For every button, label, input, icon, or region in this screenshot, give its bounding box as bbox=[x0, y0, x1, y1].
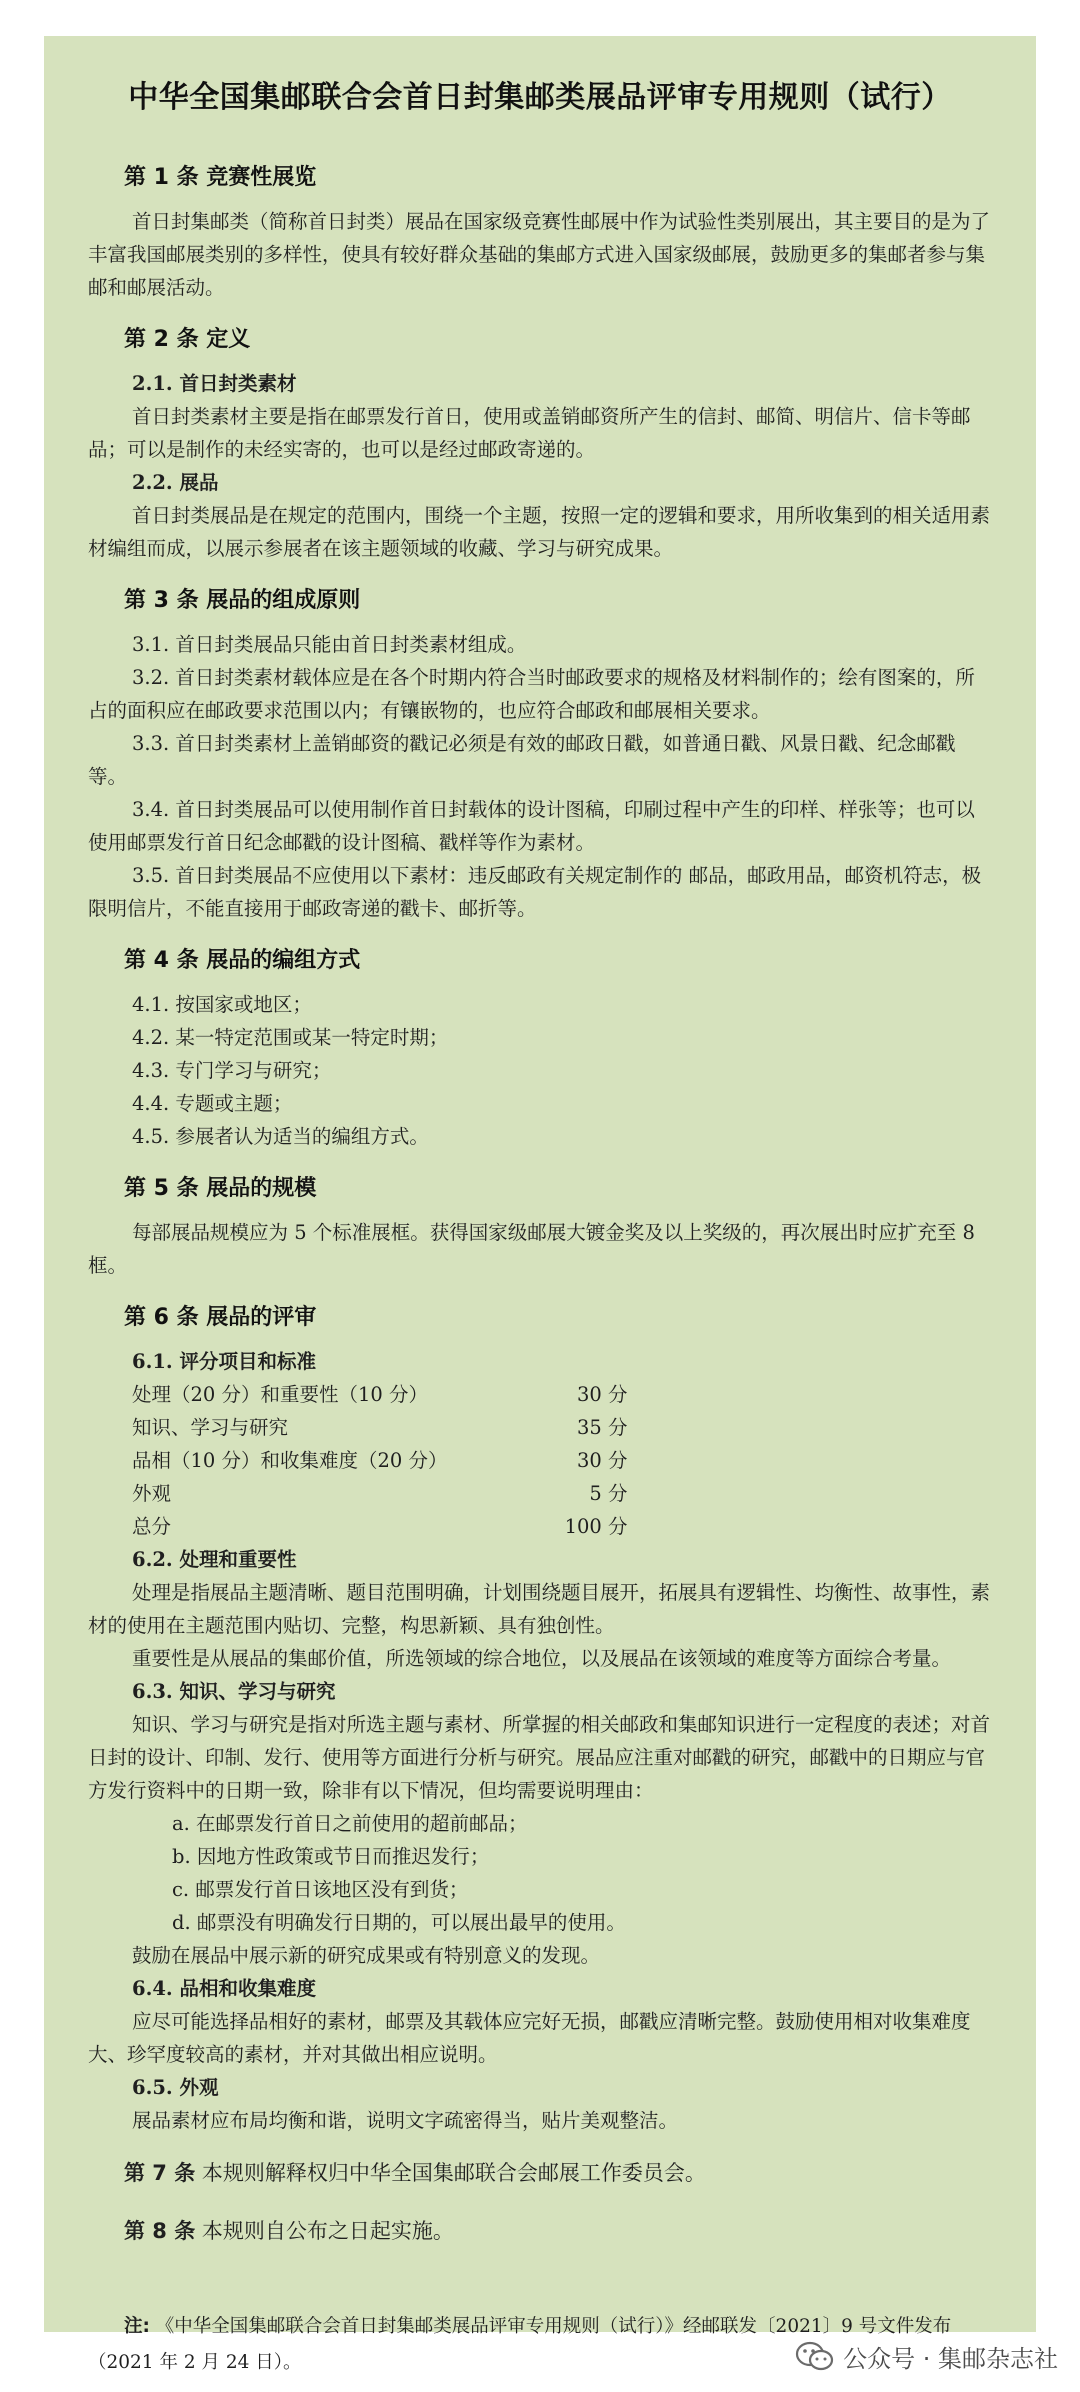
section-6-5-paragraph: 展品素材应布局均衡和谐，说明文字疏密得当，贴片美观整洁。 bbox=[132, 2109, 679, 2132]
section-2-1-paragraph: 首日封类素材主要是指在邮票发行首日，使用或盖销邮资所产生的信封、邮简、明信片、信卡等邮品；可以是制作的未经实寄的，也可以是经过邮政寄递的。 bbox=[88, 405, 971, 461]
score-value: 5 分 bbox=[589, 1482, 628, 1505]
section-6-5-heading: 6.5. 外观 bbox=[132, 2076, 219, 2099]
article-7 bbox=[124, 2155, 992, 2191]
article-5-heading: 第 5 条 展品的规模 bbox=[124, 1176, 317, 1201]
list-item: d. 邮票没有明确发行日期的，可以展出最早的使用。 bbox=[172, 1911, 626, 1934]
section-6-1-heading: 6.1. 评分项目和标准 bbox=[132, 1350, 317, 1373]
source-watermark bbox=[795, 2339, 1058, 2374]
table-row bbox=[132, 1510, 628, 1543]
list-item: 4.2. 某一特定范围或某一特定时期； bbox=[132, 1026, 449, 1049]
score-value: 100 分 bbox=[564, 1515, 628, 1538]
article-2 bbox=[88, 322, 992, 565]
list-item: 4.5. 参展者认为适当的编组方式。 bbox=[132, 1125, 429, 1148]
section-2-2-heading: 2.2. 展品 bbox=[132, 471, 219, 494]
article-6-heading: 第 6 条 展品的评审 bbox=[124, 1305, 317, 1330]
article-2-heading: 第 2 条 定义 bbox=[124, 327, 251, 352]
section-2-1-heading: 2.1. 首日封类素材 bbox=[132, 372, 297, 395]
article-1-heading: 第 1 条 竞赛性展览 bbox=[124, 165, 317, 190]
score-label: 品相（10 分）和收集难度（20 分） bbox=[132, 1449, 448, 1472]
list-item: 3.1. 首日封类展品只能由首日封类素材组成。 bbox=[132, 633, 527, 656]
score-label: 总分 bbox=[132, 1515, 172, 1538]
document-title: 中华全国集邮联合会首日封集邮类展品评审专用规则（试行） bbox=[128, 80, 952, 115]
article-7-number: 第 7 条 bbox=[124, 2161, 196, 2185]
section-6-2-paragraph: 处理是指展品主题清晰、题目范围明确，计划围绕题目展开，拓展具有逻辑性、均衡性、故事性，素材的使用在主题范围内贴切、完整，构思新颖、具有独创性。 bbox=[88, 1581, 991, 1637]
section-6-3-heading: 6.3. 知识、学习与研究 bbox=[132, 1680, 336, 1703]
section-2-2-paragraph: 首日封类展品是在规定的范围内，围绕一个主题，按照一定的逻辑和要求，用所收集到的相关适用素材编组而成，以展示参展者在该主题领域的收藏、学习与研究成果。 bbox=[88, 504, 991, 560]
article-8 bbox=[124, 2213, 992, 2249]
watermark-text: 公众号 · 集邮杂志社 bbox=[843, 2345, 1058, 2373]
section-6-3-paragraph: 知识、学习与研究是指对所选主题与素材、所掌握的相关邮政和集邮知识进行一定程度的表述；对首日封的设计、印制、发行、使用等方面进行分析与研究。展品应注重对邮戳的研究，邮戳中的日期应与官方发行资料中的日期一致，除非有以下情况，但均需要说明理由： bbox=[88, 1713, 991, 1802]
score-value: 30 分 bbox=[577, 1383, 628, 1406]
footnote-label: 注: bbox=[124, 2316, 150, 2337]
article-8-text: 本规则自公布之日起实施。 bbox=[201, 2219, 454, 2243]
article-6 bbox=[88, 1300, 992, 2137]
score-label: 外观 bbox=[132, 1482, 172, 1505]
score-value: 30 分 bbox=[577, 1449, 628, 1472]
article-7-text: 本规则解释权归中华全国集邮联合会邮展工作委员会。 bbox=[201, 2161, 706, 2185]
section-6-4-paragraph: 应尽可能选择品相好的素材，邮票及其载体应完好无损，邮戳应清晰完整。鼓励使用相对收集难度大、珍罕度较高的素材，并对其做出相应说明。 bbox=[88, 2010, 971, 2066]
list-item: a. 在邮票发行首日之前使用的超前邮品； bbox=[172, 1812, 528, 1835]
article-5-paragraph: 每部展品规模应为 5 个标准展框。获得国家级邮展大镀金奖及以上奖级的，再次展出时应扩充至 8 框。 bbox=[88, 1221, 975, 1277]
article-1-paragraph: 首日封集邮类（简称首日封类）展品在国家级竞赛性邮展中作为试验性类别展出，其主要目的是为了丰富我国邮展类别的多样性，使具有较好群众基础的集邮方式进入国家级邮展，鼓励更多的集邮者参与集邮和邮展活动。 bbox=[88, 210, 991, 299]
score-label: 处理（20 分）和重要性（10 分） bbox=[132, 1383, 429, 1406]
list-item: 3.5. 首日封类展品不应使用以下素材：违反邮政有关规定制作的 邮品，邮政用品，邮资机符志，极限明信片，不能直接用于邮政寄递的戳卡、邮折等。 bbox=[88, 864, 982, 920]
table-row bbox=[132, 1411, 628, 1444]
list-item: 3.2. 首日封类素材载体应是在各个时期内符合当时邮政要求的规格及材料制作的；绘有图案的，所占的面积应在邮政要求范围以内；有镶嵌物的，也应符合邮政和邮展相关要求。 bbox=[88, 666, 975, 722]
article-4-heading: 第 4 条 展品的编组方式 bbox=[124, 948, 361, 973]
score-table bbox=[132, 1378, 628, 1543]
score-label: 知识、学习与研究 bbox=[132, 1416, 289, 1439]
list-item: c. 邮票发行首日该地区没有到货； bbox=[172, 1878, 469, 1901]
article-5 bbox=[88, 1171, 992, 1282]
section-6-3-paragraph: 鼓励在展品中展示新的研究成果或有特别意义的发现。 bbox=[132, 1944, 601, 1967]
list-item: 4.1. 按国家或地区； bbox=[132, 993, 312, 1016]
article-1 bbox=[88, 160, 992, 304]
article-3-heading: 第 3 条 展品的组成原则 bbox=[124, 588, 361, 613]
list-item: 3.4. 首日封类展品可以使用制作首日封载体的设计图稿，印刷过程中产生的印样、样张等；也可以使用邮票发行首日纪念邮戳的设计图稿、戳样等作为素材。 bbox=[88, 798, 975, 854]
section-6-2-heading: 6.2. 处理和重要性 bbox=[132, 1548, 297, 1571]
list-item: 3.3. 首日封类素材上盖销邮资的戳记必须是有效的邮政日戳，如普通日戳、风景日戳、纪念邮戳等。 bbox=[88, 732, 956, 788]
list-item: 4.4. 专题或主题； bbox=[132, 1092, 293, 1115]
section-6-4-heading: 6.4. 品相和收集难度 bbox=[132, 1977, 317, 2000]
score-value: 35 分 bbox=[577, 1416, 628, 1439]
article-8-number: 第 8 条 bbox=[124, 2219, 196, 2243]
table-row bbox=[132, 1477, 628, 1510]
wechat-icon bbox=[795, 2341, 835, 2373]
table-row bbox=[132, 1378, 628, 1411]
article-3 bbox=[88, 583, 992, 925]
section-6-2-paragraph: 重要性是从展品的集邮价值，所选领域的综合地位，以及展品在该领域的难度等方面综合考量。 bbox=[132, 1647, 952, 1670]
article-4 bbox=[88, 943, 992, 1153]
footnote-text: 《中华全国集邮联合会首日封集邮类展品评审专用规则（试行）》经邮联发〔2021〕9 号文件发布（2021 年 2 月 24 日）。 bbox=[88, 2316, 952, 2373]
table-row bbox=[132, 1444, 628, 1477]
list-item: b. 因地方性政策或节日而推迟发行； bbox=[172, 1845, 490, 1868]
list-item: 4.3. 专门学习与研究； bbox=[132, 1059, 332, 1082]
